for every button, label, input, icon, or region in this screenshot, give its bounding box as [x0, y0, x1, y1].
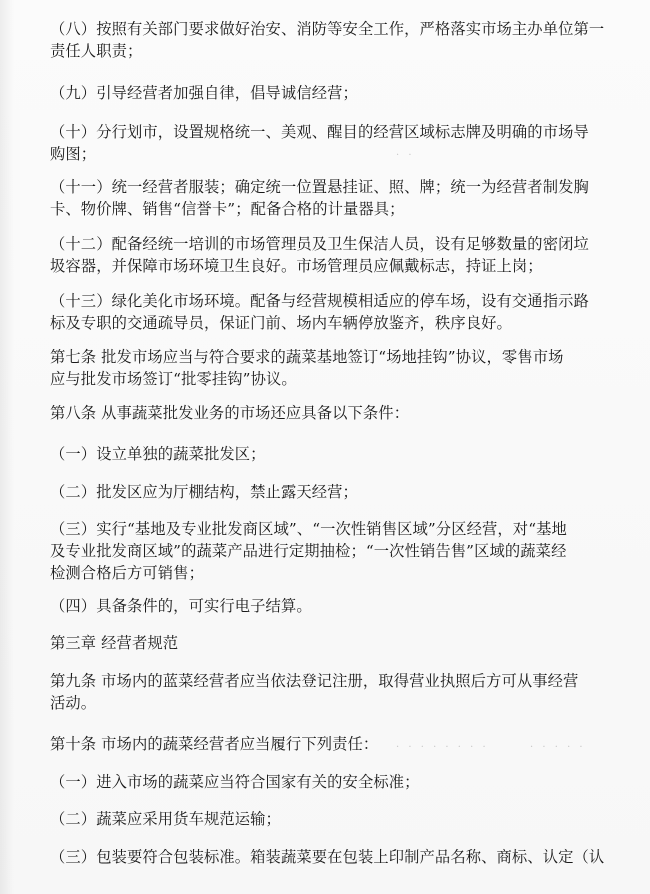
text-line: 第八条 从事蔬菜批发业务的市场还应具备以下条件： [50, 404, 410, 422]
paragraph-item-13 [50, 290, 610, 334]
chapter-3-heading [50, 632, 610, 654]
text-line: 检测合格后方可销售； [50, 564, 204, 582]
page-edge-shadow [0, 0, 14, 894]
paragraph-item-10 [50, 121, 610, 165]
article-8-item-3 [50, 518, 610, 584]
article-10-item-3 [50, 846, 650, 868]
text-line: （二）蔬菜应采用货车规范运输； [50, 810, 281, 828]
paragraph-item-11 [50, 176, 610, 220]
scan-smudge: · · · · · · · · [396, 742, 489, 753]
text-line: 购图； [50, 145, 97, 163]
text-line: 圾容器，并保障市场环境卫生良好。市场管理员应佩戴标志，持证上岗； [50, 257, 543, 275]
text-line: （三）实行“基地及专业批发商区域”、“一次性销售区域”分区经营，对“基地 [50, 520, 567, 538]
text-line: （一）进入市场的蔬菜应当符合国家有关的安全标准； [50, 773, 420, 791]
text-line: （一）设立单独的蔬菜批发区； [50, 445, 266, 463]
scan-smudge: · · · · · [530, 742, 586, 753]
article-9 [50, 670, 610, 714]
article-8-item-1 [50, 443, 610, 465]
text-line: （十二）配备经统一培训的市场管理员及卫生保洁人员，设有足够数量的密闭垃 [50, 235, 589, 253]
text-line: （八）按照有关部门要求做好治安、消防等安全工作，严格落实市场主办单位第一 [50, 20, 605, 38]
text-line: 第十条 市场内的蔬菜经营者应当履行下列责任： [50, 735, 379, 753]
article-8-item-2 [50, 481, 610, 503]
text-line: （九）引导经营者加强自律，倡导诚信经营； [50, 84, 358, 102]
text-line: 第九条 市场内的蓝菜经营者应当依法登记注册，取得营业执照后方可从事经营 [50, 672, 579, 690]
article-10-item-1 [50, 771, 610, 793]
article-10 [50, 733, 610, 755]
paragraph-item-12 [50, 233, 610, 277]
scan-smudge: · · [396, 150, 415, 161]
article-10-item-2 [50, 808, 610, 830]
text-line: 标及专职的交通疏导员，保证门前、场内车辆停放鉴齐，秩序良好。 [50, 314, 512, 332]
text-line: 第七条 批发市场应当与符合要求的蔬菜基地签订“场地挂钩”协议，零售市场 [50, 348, 564, 366]
text-line: （二）批发区应为厅棚结构，禁止露天经营； [50, 483, 358, 501]
paragraph-item-8 [50, 18, 610, 62]
text-line: （十三）绿化美化市场环境。配备与经营规模相适应的停车场，设有交通指示路 [50, 292, 589, 310]
article-8-item-4 [50, 595, 610, 617]
paragraph-item-9 [50, 82, 610, 104]
text-line: （三）包装要符合包装标准。箱装蔬菜要在包装上印制产品名称、商标、认定（认 [50, 848, 605, 866]
text-line: 活动。 [50, 694, 97, 712]
text-line: （十）分行划市，设置规格统一、美观、醒目的经营区域标志牌及明确的市场导 [50, 123, 589, 141]
article-8 [50, 402, 610, 424]
text-line: 第三章 经营者规范 [50, 634, 179, 652]
article-7 [50, 346, 610, 390]
text-line: 及专业批发商区域”的蔬菜产品进行定期抽检；“一次性销告售”区域的蔬菜经 [50, 542, 567, 560]
text-line: 应与批发市场签订“批零挂钩”协议。 [50, 370, 297, 388]
text-line: 卡、物价牌、销售“信誉卡”；配备合格的计量器具； [50, 200, 405, 218]
text-line: 责任人职责； [50, 42, 143, 60]
text-line: （四）具备条件的，可实行电子结算。 [50, 597, 312, 615]
text-line: （十一）统一经营者服装；确定统一位置悬挂证、照、牌；统一为经营者制发胸 [50, 178, 589, 196]
